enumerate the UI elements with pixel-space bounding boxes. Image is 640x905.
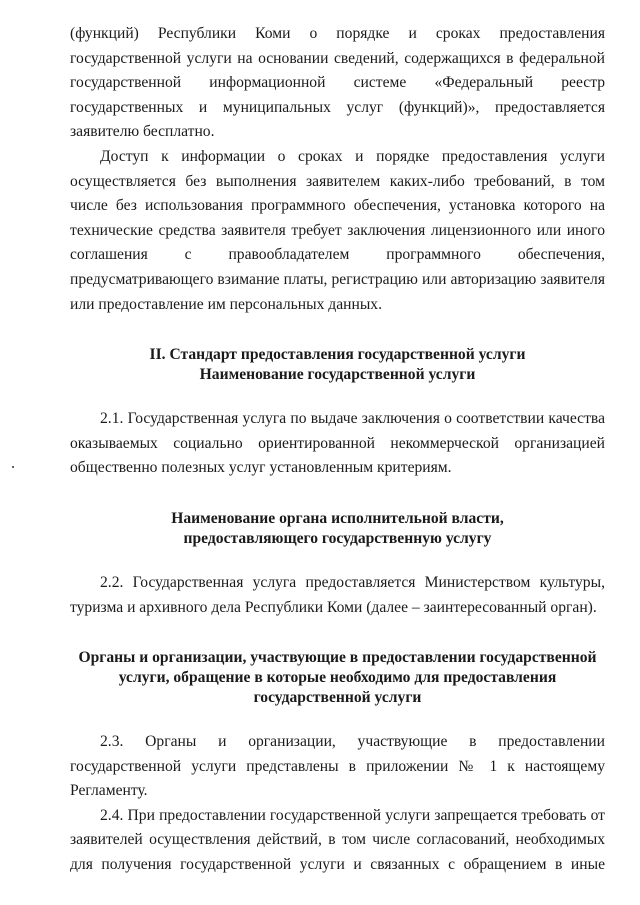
orgs-heading-line-2: услуги, обращение в которые необходимо для предоставления xyxy=(118,669,557,687)
intro-paragraph-2: Доступ к информации о сроках и порядке предоставления услуги осуществляется без выполнения заявителем каких-либо требований, в том числе без использования программного обеспечения, установка которого на технические средства заявителя требует заключения лицензионного или иного соглашения с правообладателем программного обеспечения, предусматривающего взимание платы, регистрацию или авторизацию заявителя или предоставление им персональных данных. xyxy=(70,147,605,313)
paragraph-2-2: 2.2. Государственная услуга предоставляется Министерством культуры, туризма и архивного дела Республики Коми (далее – заинтересованный орган). xyxy=(70,573,605,616)
paragraph-2-4: 2.4. При предоставлении государственной услуги запрещается требовать от заявителей осуществления действий, в том числе согласований, необходимых для получения государственной услуги и связанных с обращением в иные xyxy=(70,806,605,874)
scan-speck xyxy=(12,466,14,468)
service-name-heading: Наименование государственной услуги xyxy=(199,366,476,384)
organ-heading-line-1: Наименование органа исполнительной власти, xyxy=(171,509,504,527)
paragraph-2-1: 2.1. Государственная услуга по выдаче заключения о соответствии качества оказываемых социально ориентированной некоммерческой организацией общественно полезных услуг установленным критериям. xyxy=(70,410,605,477)
document-page xyxy=(70,22,605,878)
intro-paragraph-1: (функций) Республики Коми о порядке и сроках предоставления государственной услуги на основании сведений, содержащихся в федеральной государственной информационной системе «Федеральный реестр государственных и муниципальных услуг (функций)», предоставляется заявителю бесплатно. xyxy=(70,25,605,141)
orgs-heading-line-3: государственной услуги xyxy=(253,689,422,707)
orgs-heading-line-1: Органы и организации, участвующие в предоставлении государственной xyxy=(78,649,597,667)
section-2-title: II. Стандарт предоставления государственной услуги xyxy=(149,346,526,364)
paragraph-2-3: 2.3. Органы и организации, участвующие в предоставлении государственной услуги представлены в приложении № 1 к настоящему Регламенту. xyxy=(70,733,605,800)
organ-heading-line-2: предоставляющего государственную услугу xyxy=(183,529,492,547)
